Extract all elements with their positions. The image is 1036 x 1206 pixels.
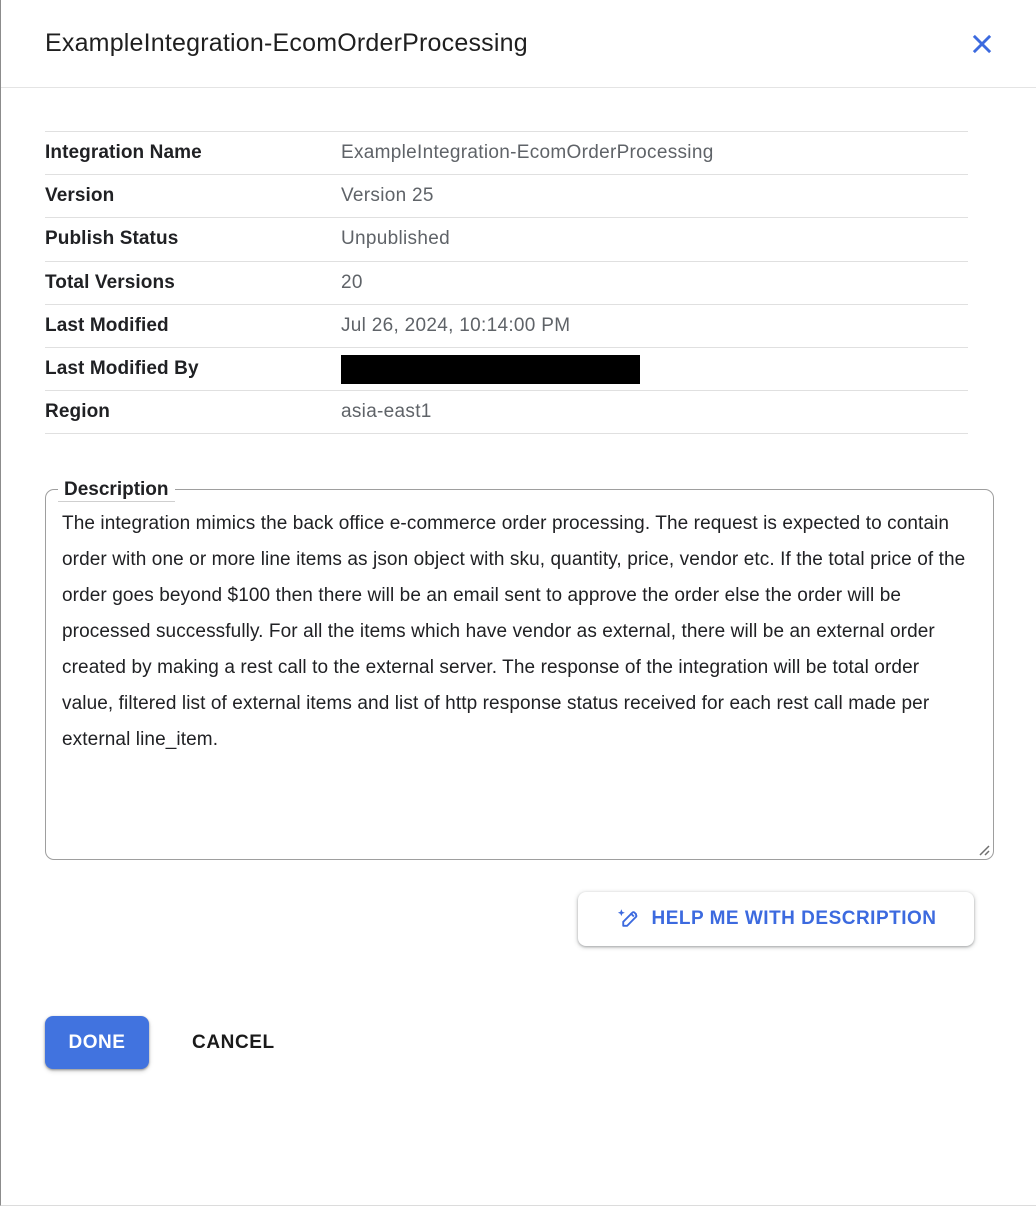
row-value: Unpublished	[341, 228, 450, 250]
row-label: Last Modified	[45, 314, 169, 336]
table-row-last-modified	[45, 305, 968, 348]
row-label: Version	[45, 185, 115, 207]
description-field	[45, 479, 994, 860]
close-button[interactable]	[962, 24, 1002, 64]
row-value: Jul 26, 2024, 10:14:00 PM	[341, 314, 571, 336]
magic-pen-sparkle-icon	[615, 907, 640, 932]
dialog-header	[1, 0, 1036, 88]
row-value: ExampleIntegration-EcomOrderProcessing	[341, 142, 714, 164]
cancel-button[interactable]: CANCEL	[190, 1016, 277, 1069]
table-row-version	[45, 175, 968, 218]
row-value: asia-east1	[341, 401, 432, 423]
description-field-label: Description	[58, 478, 175, 502]
table-row-region	[45, 391, 968, 434]
table-row-integration-name	[45, 132, 968, 175]
help-button-label: HELP ME WITH DESCRIPTION	[651, 908, 937, 929]
dialog-title: ExampleIntegration-EcomOrderProcessing	[45, 29, 528, 57]
row-label: Region	[45, 401, 110, 423]
table-row-last-modified-by	[45, 348, 968, 391]
row-label: Integration Name	[45, 142, 202, 164]
table-row-total-versions	[45, 262, 968, 305]
row-label: Total Versions	[45, 271, 175, 293]
row-label: Publish Status	[45, 228, 179, 250]
row-label: Last Modified By	[45, 358, 199, 380]
row-value	[341, 355, 640, 384]
row-value: 20	[341, 271, 363, 293]
description-textarea[interactable]	[48, 500, 985, 847]
row-value: Version 25	[341, 185, 434, 207]
integration-details-table	[45, 131, 968, 434]
close-icon	[967, 29, 997, 59]
table-row-publish-status	[45, 218, 968, 261]
done-button[interactable]: DONE	[45, 1016, 149, 1069]
resize-grip-icon[interactable]	[975, 841, 990, 856]
help-me-with-description-button[interactable]	[578, 892, 974, 946]
redaction-bar	[341, 355, 640, 384]
